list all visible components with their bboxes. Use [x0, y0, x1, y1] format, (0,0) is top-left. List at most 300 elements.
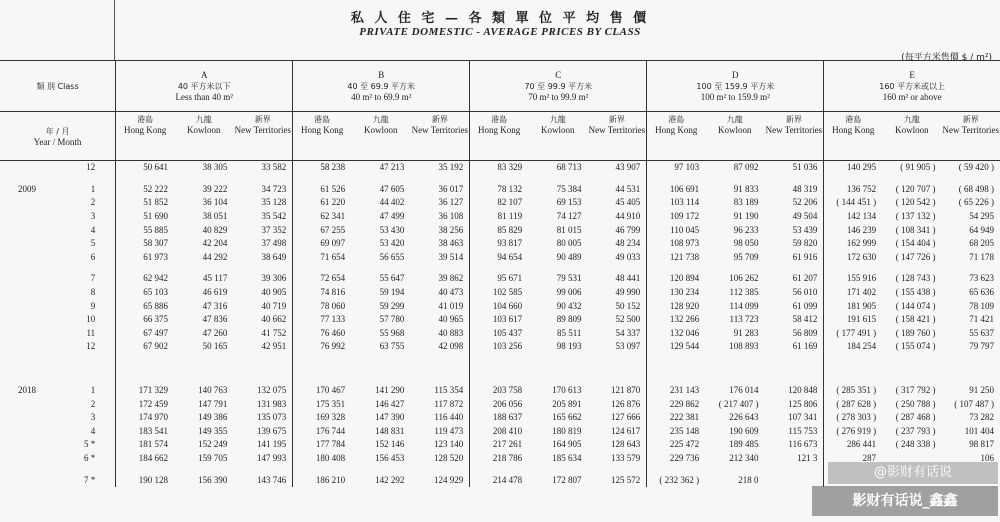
price-cell: 124 617: [611, 425, 641, 436]
price-cell: 56 809: [792, 327, 818, 338]
year-cell: [0, 327, 60, 341]
price-cell: 191 615: [824, 313, 882, 327]
price-cell: 287: [824, 452, 882, 466]
price-cell: 63 755: [379, 341, 405, 352]
price-cell: 33 582: [261, 162, 287, 173]
price-cell: 38 463: [438, 238, 464, 249]
price-cell: 45 117: [202, 273, 228, 284]
price-cell: 65 636: [969, 287, 994, 298]
price-cell: 50 165: [202, 341, 228, 352]
price-cell: 217 261: [470, 438, 528, 452]
price-cell: 169 328: [293, 411, 351, 425]
class-range-zh: 160 平方米或以上: [879, 81, 946, 91]
price-cell: 37 498: [261, 238, 287, 249]
region-header: [764, 112, 823, 161]
month-cell: 1: [90, 183, 96, 194]
price-cell: 176 744: [293, 425, 351, 439]
price-cell: 58 238: [293, 161, 351, 175]
year-month-en: Year / Month: [33, 137, 82, 147]
unit-note: (每平方米售價 $ / m²): [901, 53, 992, 63]
price-cell: 141 290: [375, 385, 405, 396]
price-cell: 135 073: [256, 412, 287, 423]
price-cell: 180 819: [552, 425, 582, 436]
price-cell: ( 278 303 ): [824, 411, 882, 425]
price-cell: 212 340: [729, 452, 759, 463]
price-cell: 162 999: [824, 237, 882, 251]
class-range-en: 40 m² to 69.9 m²: [351, 91, 412, 102]
price-cell: 65 103: [116, 286, 174, 300]
price-cell: 39 514: [438, 251, 464, 262]
region-zh: 九龍: [195, 115, 212, 124]
price-cell: 40 965: [438, 314, 464, 325]
price-cell: 39 306: [261, 273, 287, 284]
price-cell: 91 250: [969, 385, 994, 396]
price-cell: 171 402: [824, 286, 882, 300]
price-cell: 68 205: [969, 238, 994, 249]
price-cell: 40 905: [261, 287, 287, 298]
table-row: [0, 384, 1000, 398]
month-cell: 7 *: [83, 474, 96, 485]
price-cell: 139 675: [256, 425, 287, 436]
region-en: Hong Kong: [301, 125, 344, 135]
price-cell: 156 453: [375, 452, 405, 463]
price-cell: 170 467: [293, 384, 351, 398]
price-cell: ( 120 707 ): [895, 183, 936, 194]
price-cell: 208 410: [470, 425, 528, 439]
price-cell: 152 146: [375, 439, 405, 450]
price-cell: 102 585: [470, 286, 528, 300]
class-c-header: [470, 61, 647, 112]
price-cell: 47 836: [202, 314, 228, 325]
price-cell: 176 014: [729, 385, 759, 396]
price-cell: ( 91 905 ): [900, 162, 936, 173]
price-cell: 40 719: [261, 300, 287, 311]
table-row: [0, 411, 1000, 425]
price-cell: 67 497: [116, 327, 174, 341]
price-cell: 107 341: [788, 412, 818, 423]
price-cell: 39 862: [438, 273, 464, 284]
price-cell: 183 541: [116, 425, 174, 439]
month-cell: 5 *: [83, 439, 96, 450]
price-cell: 53 097: [615, 341, 641, 352]
price-cell: 61 916: [792, 251, 818, 262]
price-cell: 116 440: [434, 412, 464, 423]
price-cell: ( 120 542 ): [895, 197, 936, 208]
price-cell: 147 390: [375, 412, 405, 423]
price-cell: 130 234: [647, 286, 705, 300]
price-cell: ( 144 451 ): [824, 196, 882, 210]
month-cell: 3: [90, 412, 96, 423]
price-cell: 53 420: [379, 238, 405, 249]
region-header: [351, 112, 410, 161]
price-cell: 71 654: [293, 251, 351, 265]
price-cell: 69 153: [556, 197, 582, 208]
price-cell: 185 634: [552, 452, 582, 463]
region-zh: 港島: [491, 115, 508, 124]
price-cell: 62 341: [293, 210, 351, 224]
price-cell: 172 807: [552, 474, 582, 485]
price-cell: 40 473: [438, 287, 464, 298]
price-cell: 121 870: [611, 385, 641, 396]
price-cell: 54 337: [615, 327, 641, 338]
price-cell: 52 206: [792, 197, 818, 208]
table-row: [0, 286, 1000, 300]
month-cell: 4: [90, 224, 96, 235]
price-cell: 51 036: [792, 162, 818, 173]
price-cell: 132 046: [647, 327, 705, 341]
class-e-header: [824, 61, 1000, 112]
price-cell: 136 752: [824, 183, 882, 197]
month-cell: 2: [90, 398, 96, 409]
price-cell: 189 485: [729, 439, 759, 450]
class-d-header: [647, 61, 824, 112]
price-cell: 91 833: [733, 183, 759, 194]
spacer-row: [0, 175, 1000, 183]
region-en: Hong Kong: [832, 125, 875, 135]
price-cell: 73 623: [969, 273, 994, 284]
price-cell: ( 108 341 ): [895, 224, 936, 235]
price-cell: 174 970: [116, 411, 174, 425]
price-cell: 205 891: [552, 398, 582, 409]
price-cell: 286 441: [824, 438, 882, 452]
price-cell: 38 051: [202, 211, 228, 222]
price-cell: 188 637: [470, 411, 528, 425]
price-cell: 149 355: [198, 425, 228, 436]
region-header: [293, 112, 351, 161]
price-cell: 61 099: [792, 300, 818, 311]
price-cell: 87 092: [733, 162, 759, 173]
price-cell: 91 283: [733, 327, 759, 338]
price-cell: 49 504: [792, 211, 818, 222]
price-cell: 146 427: [375, 398, 405, 409]
price-cell: ( 217 407 ): [718, 398, 759, 409]
price-cell: 95 671: [470, 272, 528, 286]
price-cell: 126 876: [611, 398, 641, 409]
price-cell: 98 817: [969, 439, 994, 450]
price-cell: 165 662: [552, 412, 582, 423]
region-header: [587, 112, 646, 161]
region-header: [647, 112, 705, 161]
price-cell: 47 605: [379, 183, 405, 194]
year-cell: [0, 438, 60, 452]
price-cell: 50 152: [615, 300, 641, 311]
region-en: New Territories: [588, 125, 646, 135]
region-zh: 九龍: [903, 115, 920, 124]
price-cell: 83 329: [470, 161, 528, 175]
price-cell: 62 942: [116, 272, 174, 286]
class-letter: B: [378, 69, 385, 80]
price-cell: 104 660: [470, 299, 528, 313]
price-cell: 48 234: [615, 238, 641, 249]
price-cell: 85 829: [470, 223, 528, 237]
price-cell: 52 222: [116, 183, 174, 197]
price-cell: 47 316: [202, 300, 228, 311]
price-cell: 96 233: [733, 224, 759, 235]
price-cell: 69 097: [293, 237, 351, 251]
price-cell: 128 643: [611, 439, 641, 450]
price-cell: 108 973: [647, 237, 705, 251]
price-cell: 98 050: [733, 238, 759, 249]
price-cell: 40 662: [261, 314, 287, 325]
price-cell: 93 817: [470, 237, 528, 251]
price-cell: 186 210: [293, 473, 351, 487]
price-cell: 55 968: [379, 327, 405, 338]
table-row: [0, 327, 1000, 341]
price-cell: 117 872: [434, 398, 464, 409]
price-cell: 51 690: [116, 210, 174, 224]
price-cell: 44 910: [615, 211, 641, 222]
price-cell: 97 103: [647, 161, 705, 175]
region-header: [233, 112, 292, 161]
price-cell: ( 177 491 ): [824, 327, 882, 341]
region-zh: 港島: [137, 115, 154, 124]
price-cell: ( 287 468 ): [895, 412, 936, 423]
year-cell: [0, 473, 60, 487]
region-zh: 港島: [668, 115, 685, 124]
class-letter: D: [732, 69, 739, 80]
price-cell: 180 408: [293, 452, 351, 466]
price-cell: 106 691: [647, 183, 705, 197]
price-cell: 39 222: [202, 183, 228, 194]
year-cell: [0, 397, 60, 411]
price-cell: 78 109: [969, 300, 994, 311]
price-cell: 61 207: [792, 273, 818, 284]
watermark-author: 影财有话说_鑫鑫: [812, 486, 998, 516]
region-en: New Territories: [411, 125, 469, 135]
class-b-header: [293, 61, 470, 112]
price-cell: 61 973: [116, 251, 174, 265]
table-row: [0, 196, 1000, 210]
region-zh: 九龍: [372, 115, 389, 124]
region-en: Kowloon: [186, 125, 221, 135]
price-cell: 95 709: [733, 251, 759, 262]
price-cell: 181 574: [116, 438, 174, 452]
year-cell: [0, 452, 60, 466]
price-cell: 75 384: [556, 183, 582, 194]
month-cell: 11: [86, 327, 96, 338]
price-cell: 113 723: [729, 314, 759, 325]
price-cell: 91 190: [733, 211, 759, 222]
price-cell: 55 885: [116, 223, 174, 237]
price-cell: 114 099: [729, 300, 759, 311]
watermark-weibo: @影财有话说: [828, 462, 998, 484]
price-cell: ( 154 404 ): [895, 238, 936, 249]
price-cell: 68 713: [556, 162, 582, 173]
price-cell: 65 886: [116, 299, 174, 313]
price-cell: 67 255: [293, 223, 351, 237]
price-cell: 81 015: [556, 224, 582, 235]
price-cell: 53 439: [792, 224, 818, 235]
price-cell: 41 752: [261, 327, 287, 338]
price-cell: 66 375: [116, 313, 174, 327]
price-cell: 45 405: [615, 197, 641, 208]
price-cell: 225 472: [647, 438, 705, 452]
price-cell: 94 654: [470, 251, 528, 265]
year-cell: [0, 299, 60, 313]
month-cell: 4: [90, 425, 96, 436]
table-row: [0, 438, 1000, 452]
class-letter: A: [200, 69, 208, 80]
price-cell: 48 319: [792, 183, 818, 194]
price-cell: 55 647: [379, 273, 405, 284]
year-month-zh: 年 / 月: [45, 127, 70, 136]
price-cell: ( 68 498 ): [958, 183, 994, 194]
title-english: PRIVATE DOMESTIC - AVERAGE PRICES BY CLASS: [359, 26, 641, 38]
price-cell: 73 282: [969, 412, 994, 423]
price-cell: 132 075: [256, 385, 287, 396]
price-cell: 190 609: [729, 425, 759, 436]
price-cell: 53 430: [379, 224, 405, 235]
month-cell: 10: [86, 314, 96, 325]
price-cell: 218 0: [738, 474, 759, 485]
price-cell: 98 193: [556, 341, 582, 352]
price-cell: 184 254: [824, 340, 882, 354]
price-cell: ( 158 421 ): [895, 314, 936, 325]
region-header: [470, 112, 528, 161]
price-cell: 99 006: [556, 287, 582, 298]
class-a-header: [116, 61, 293, 112]
price-cell: 124 929: [434, 474, 464, 485]
region-en: Hong Kong: [123, 125, 167, 135]
price-cell: 147 791: [198, 398, 228, 409]
price-cell: 47 260: [202, 327, 228, 338]
price-cell: 52 500: [615, 314, 641, 325]
month-cell: 6 *: [83, 452, 96, 463]
region-en: Kowloon: [895, 125, 929, 135]
price-cell: 89 809: [556, 314, 582, 325]
table-row: [0, 223, 1000, 237]
price-cell: 121 3: [797, 452, 818, 463]
month-cell: 1: [90, 385, 96, 396]
year-cell: [0, 286, 60, 300]
price-cell: 129 544: [647, 340, 705, 354]
price-cell: 164 905: [552, 439, 582, 450]
price-cell: 181 905: [824, 299, 882, 313]
price-cell: 115 753: [788, 425, 818, 436]
price-cell: 35 128: [261, 197, 287, 208]
price-cell: 38 649: [261, 251, 287, 262]
price-cell: 218 786: [470, 452, 528, 466]
year-month-label: [0, 112, 116, 161]
price-cell: 159 705: [198, 452, 228, 463]
price-cell: 203 758: [470, 384, 528, 398]
class-letter: E: [909, 69, 915, 80]
price-cell: 35 542: [261, 211, 287, 222]
region-zh: 新界: [608, 115, 625, 124]
price-cell: 46 619: [202, 287, 228, 298]
class-range-en: 100 m² to 159.9 m²: [700, 91, 770, 102]
price-cell: 71 421: [969, 314, 994, 325]
price-cell: 42 951: [261, 341, 287, 352]
price-cell: 125 572: [611, 474, 641, 485]
price-cell: ( 144 074 ): [895, 300, 936, 311]
price-cell: 141 195: [256, 439, 287, 450]
price-cell: ( 248 338 ): [895, 439, 936, 450]
price-cell: 110 045: [647, 223, 705, 237]
price-cell: 36 017: [438, 183, 464, 194]
price-cell: 172 459: [116, 397, 174, 411]
region-header: [882, 112, 941, 161]
region-zh: 港島: [845, 115, 862, 124]
class-range-en: 70 m² to 99.9 m²: [528, 91, 589, 102]
year-cell: [0, 313, 60, 327]
price-cell: 71 178: [969, 251, 994, 262]
price-cell: 79 797: [969, 341, 994, 352]
price-cell: 177 784: [293, 438, 351, 452]
price-cell: 103 256: [470, 340, 528, 354]
table-row: [0, 161, 1000, 175]
region-en: Kowloon: [718, 125, 752, 135]
price-cell: ( 107 487 ): [954, 398, 994, 409]
month-cell: 3: [90, 211, 96, 222]
title-chinese: 私 人 住 宅 — 各 類 單 位 平 均 售 價: [350, 11, 650, 26]
price-cell: 74 816: [293, 286, 351, 300]
price-cell: 109 172: [647, 210, 705, 224]
price-cell: 36 108: [438, 211, 464, 222]
year-cell: 2009: [18, 183, 36, 194]
price-cell: 82 107: [470, 196, 528, 210]
price-cell: 106: [980, 452, 994, 463]
price-cell: 148 831: [375, 425, 405, 436]
year-cell: [0, 237, 60, 251]
price-cell: 142 134: [824, 210, 882, 224]
price-cell: 90 489: [556, 251, 582, 262]
price-cell: 143 746: [256, 474, 287, 485]
price-cell: ( 137 132 ): [895, 211, 936, 222]
table-row: [0, 237, 1000, 251]
price-cell: 76 460: [293, 327, 351, 341]
class-range-zh: 100 至 159.9 平方米: [696, 81, 775, 91]
year-cell: [0, 340, 60, 354]
price-cell: 119 473: [434, 425, 464, 436]
region-zh: 新界: [962, 115, 979, 124]
price-cell: ( 317 792 ): [895, 385, 936, 396]
price-cell: 156 390: [198, 474, 228, 485]
spacer-row: [0, 264, 1000, 272]
price-cell: 149 386: [198, 412, 228, 423]
price-cell: 44 402: [379, 197, 405, 208]
region-en: Kowloon: [541, 125, 575, 135]
price-cell: 59 299: [379, 300, 405, 311]
price-cell: 36 104: [202, 197, 228, 208]
region-en: New Territories: [234, 125, 292, 135]
region-zh: 新界: [431, 115, 448, 124]
price-cell: ( 237 793 ): [895, 425, 936, 436]
price-cell: 64 949: [969, 224, 994, 235]
region-en: New Territories: [765, 125, 823, 135]
region-header: [824, 112, 882, 161]
price-cell: 43 907: [615, 162, 641, 173]
region-zh: 新界: [785, 115, 802, 124]
price-cell: 190 128: [116, 473, 174, 487]
price-cell: 48 441: [615, 273, 641, 284]
price-cell: ( 155 074 ): [895, 341, 936, 352]
price-cell: ( 147 726 ): [895, 251, 936, 262]
region-en: Kowloon: [363, 125, 398, 135]
table-row: [0, 340, 1000, 354]
price-cell: 57 780: [379, 314, 405, 325]
price-cell: 101 404: [964, 425, 994, 436]
price-cell: 74 127: [556, 211, 582, 222]
region-header: [528, 112, 587, 161]
price-cell: 108 893: [729, 341, 759, 352]
price-cell: ( 189 760 ): [895, 327, 936, 338]
price-cell: 51 852: [116, 196, 174, 210]
region-header: [116, 112, 174, 161]
price-cell: [764, 473, 823, 487]
price-cell: 106 262: [729, 273, 759, 284]
price-cell: 47 213: [379, 162, 405, 173]
